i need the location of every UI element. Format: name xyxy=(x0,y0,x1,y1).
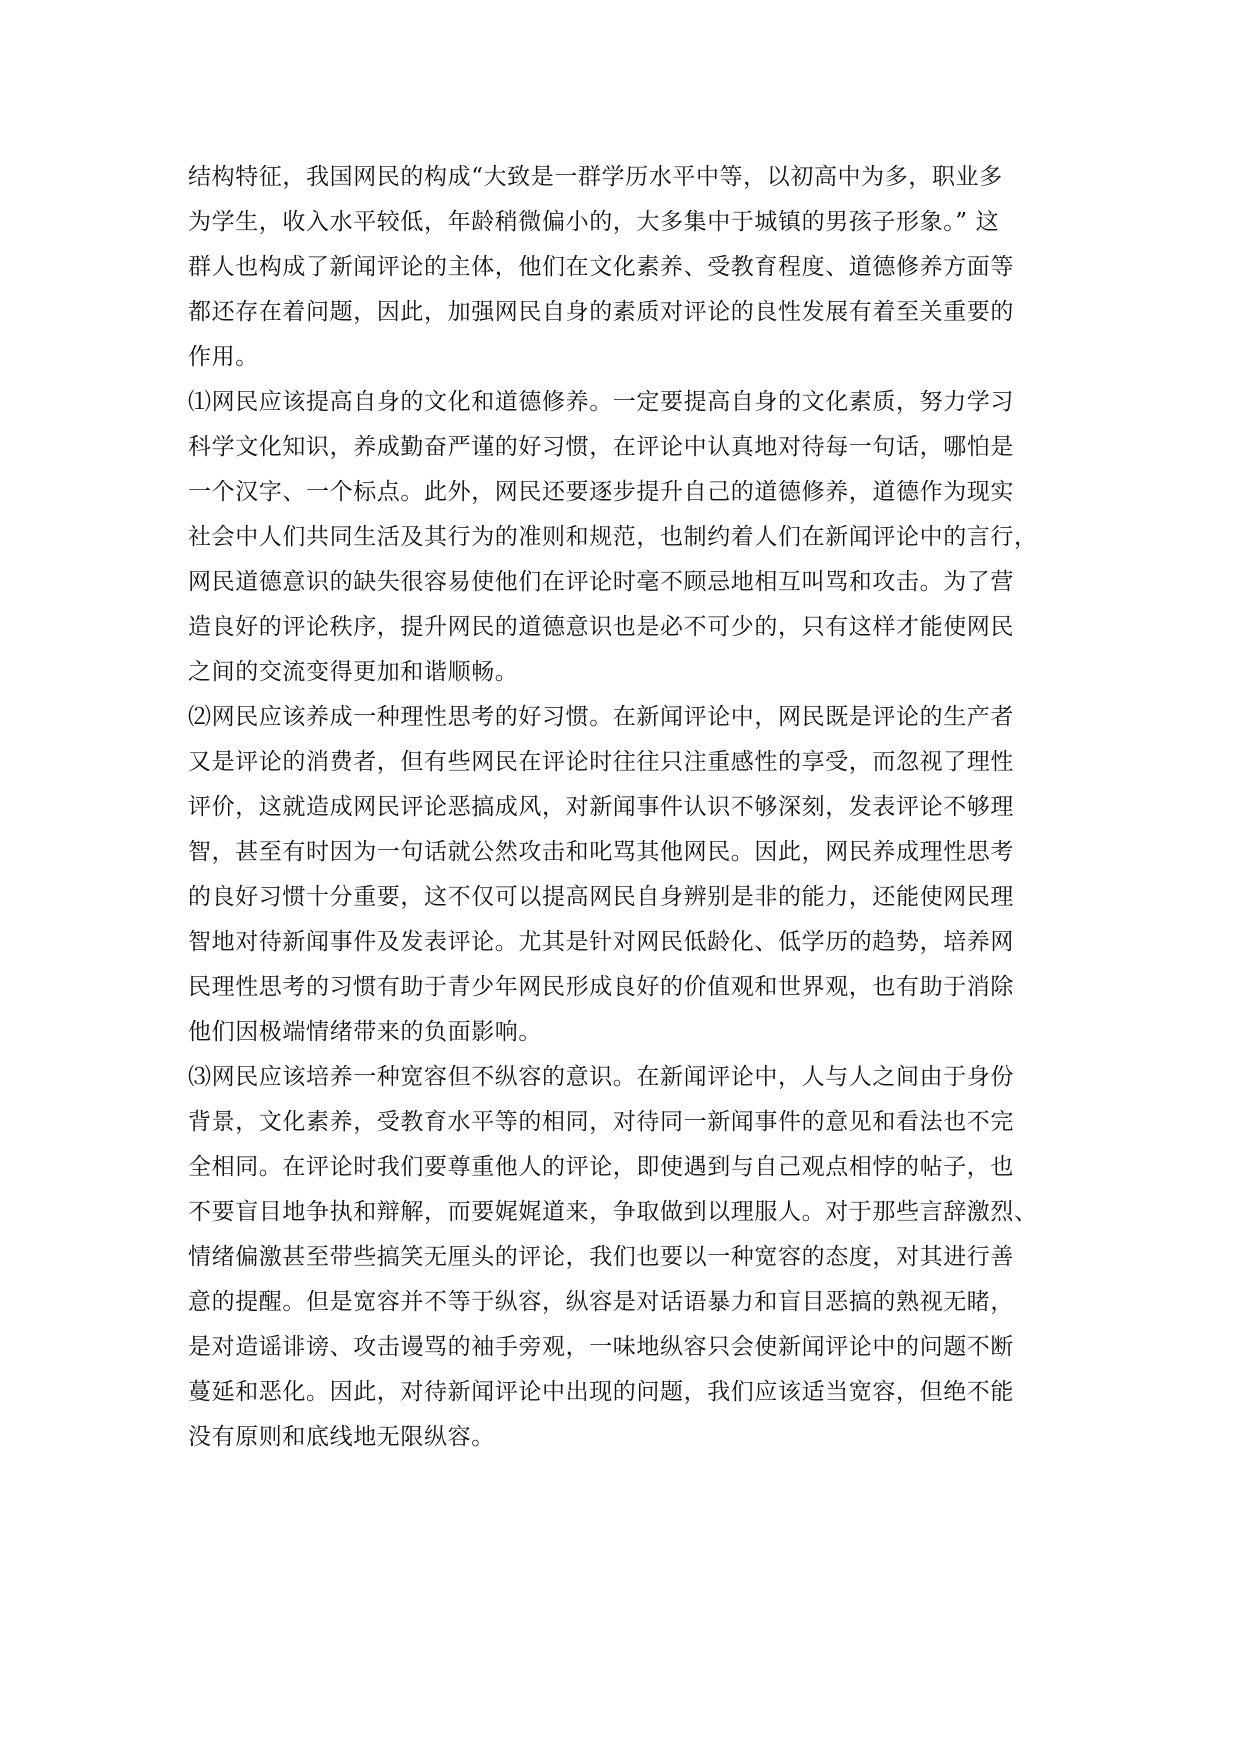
text-line: 他们因极端情绪带来的负面影响。 xyxy=(188,1019,542,1045)
text-line: ⑵网民应该养成一种理性思考的好习惯。在新闻评论中，网民既是评论的生产者 xyxy=(188,704,1014,730)
text-line: 造良好的评论秩序，提升网民的道德意识也是必不可少的，只有这样才能使网民 xyxy=(188,614,1014,640)
text-line: 之间的交流变得更加和谐顺畅。 xyxy=(188,659,519,685)
text-line: 一个汉字、一个标点。此外，网民还要逐步提升自己的道德修养，道德作为现实 xyxy=(188,479,1014,505)
text-line: 结构特征，我国网民的构成“大致是一群学历水平中等，以初高中为多，职业多 xyxy=(188,164,1003,190)
text-line: 的良好习惯十分重要，这不仅可以提高网民自身辨别是非的能力，还能使网民理 xyxy=(188,884,1014,910)
text-line: 都还存在着问题，因此，加强网民自身的素质对评论的良性发展有着至关重要的 xyxy=(188,299,1014,325)
text-line: 又是评论的消费者，但有些网民在评论时往往只注重感性的享受，而忽视了理性 xyxy=(188,749,1014,775)
text-line: 民理性思考的习惯有助于青少年网民形成良好的价值观和世界观，也有助于消除 xyxy=(188,974,1014,1000)
text-line: 智，甚至有时因为一句话就公然攻击和叱骂其他网民。因此，网民养成理性思考 xyxy=(188,839,1014,865)
text-line: 科学文化知识，养成勤奋严谨的好习惯，在评论中认真地对待每一句话，哪怕是 xyxy=(188,434,1014,460)
text-line: ⑴网民应该提高自身的文化和道德修养。一定要提高自身的文化素质，努力学习 xyxy=(188,389,1014,415)
text-line: 背景，文化素养，受教育水平等的相同，对待同一新闻事件的意见和看法也不完 xyxy=(188,1109,1014,1135)
text-line: 没有原则和底线地无限纵容。 xyxy=(188,1424,495,1450)
text-line: 是对造谣诽谤、攻击谩骂的袖手旁观，一味地纵容只会使新闻评论中的问题不断 xyxy=(188,1334,1014,1360)
document-body xyxy=(188,155,1058,1460)
text-line: 作用。 xyxy=(188,344,259,370)
paragraph-intro xyxy=(188,155,1058,380)
text-line: 不要盲目地争执和辩解，而要娓娓道来，争取做到以理服人。对于那些言辞激烈、 xyxy=(188,1199,1038,1225)
text-line: 评价，这就造成网民评论恶搞成风，对新闻事件认识不够深刻，发表评论不够理 xyxy=(188,794,1014,820)
paragraph-point-2 xyxy=(188,695,1058,1055)
text-line: 意的提醒。但是宽容并不等于纵容，纵容是对话语暴力和盲目恶搞的熟视无睹， xyxy=(188,1289,1014,1315)
text-line: 为学生，收入水平较低，年龄稍微偏小的，大多集中于城镇的男孩子形象。” 这 xyxy=(188,209,1000,235)
text-line: 社会中人们共同生活及其行为的准则和规范，也制约着人们在新闻评论中的言行， xyxy=(188,524,1038,550)
paragraph-point-1 xyxy=(188,380,1058,695)
text-line: 智地对待新闻事件及发表评论。尤其是针对网民低龄化、低学历的趋势，培养网 xyxy=(188,929,1014,955)
text-line: 群人也构成了新闻评论的主体，他们在文化素养、受教育程度、道德修养方面等 xyxy=(188,254,1014,280)
text-line: ⑶网民应该培养一种宽容但不纵容的意识。在新闻评论中，人与人之间由于身份 xyxy=(188,1064,1014,1090)
paragraph-point-3 xyxy=(188,1055,1058,1460)
text-line: 情绪偏激甚至带些搞笑无厘头的评论，我们也要以一种宽容的态度，对其进行善 xyxy=(188,1244,1014,1270)
text-line: 全相同。在评论时我们要尊重他人的评论，即使遇到与自己观点相悖的帖子，也 xyxy=(188,1154,1014,1180)
text-line: 网民道德意识的缺失很容易使他们在评论时毫不顾忌地相互叫骂和攻击。为了营 xyxy=(188,569,1014,595)
text-line: 蔓延和恶化。因此，对待新闻评论中出现的问题，我们应该适当宽容，但绝不能 xyxy=(188,1379,1014,1405)
